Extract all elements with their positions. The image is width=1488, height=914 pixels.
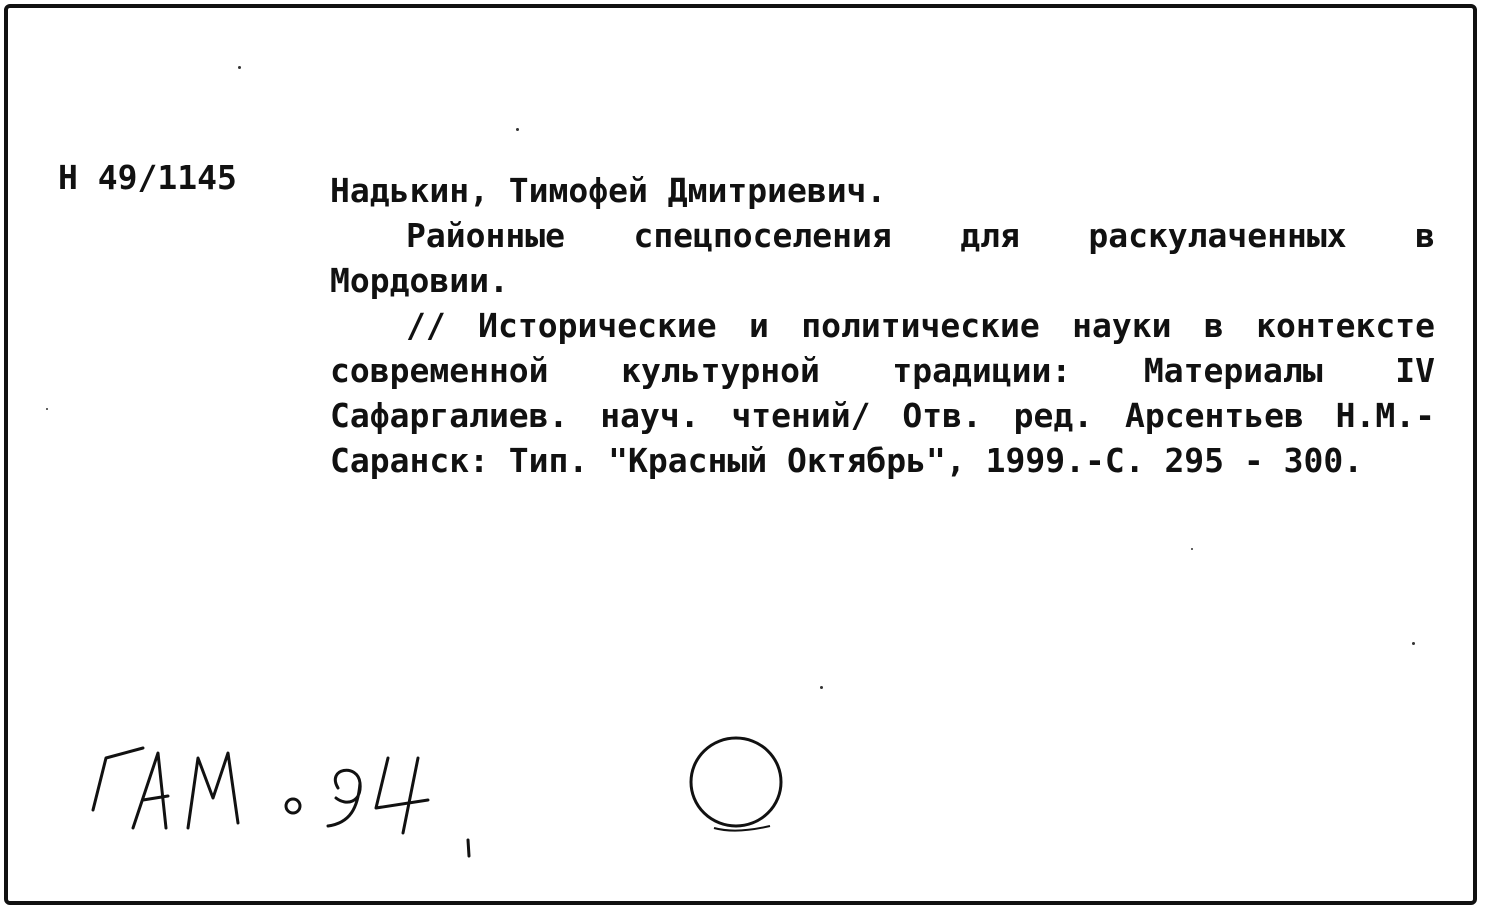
author-name: Надькин, Тимофей Дмитриевич. [330,171,887,210]
work-title: Районные спецпоселения для раскулаченных в Мордовии. [330,216,1435,300]
dust-speck [238,66,241,69]
catalog-card [4,4,1477,905]
dust-speck [1412,642,1415,645]
dust-speck [1191,548,1193,550]
source-description: // Исторические и политические науки в контексте современной культурной традиции: Материалы IV Сафаргалиев. науч. чтений/ Отв. ред. Арсентьев Н.М.- Саранск: Тип. "Красный Октябрь", 1999.-С. 295 - 300. [330,306,1435,480]
bibliographic-entry [330,168,1435,483]
dust-speck [516,128,519,131]
dust-speck [820,686,823,689]
handwritten-archive-note [88,728,508,873]
shelfmark: Н 49/1145 [58,158,237,197]
dust-speck [46,408,48,410]
circle-mark [684,732,794,847]
